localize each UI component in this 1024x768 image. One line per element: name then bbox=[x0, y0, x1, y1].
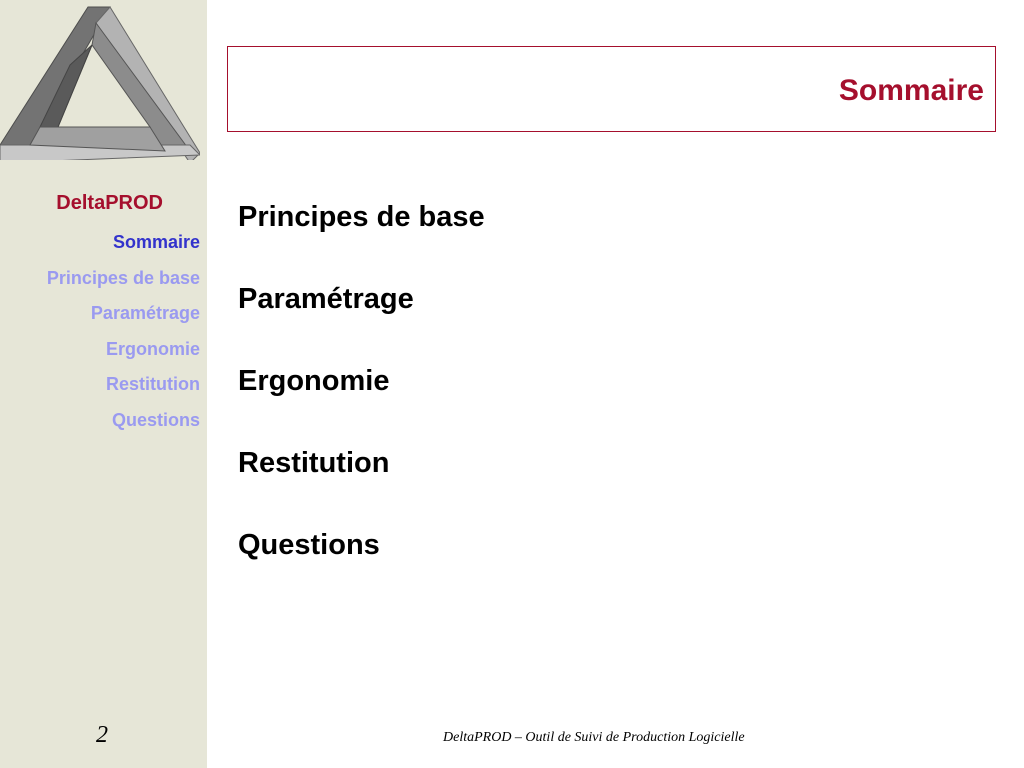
sidebar-item-principes-de-base[interactable]: Principes de base bbox=[46, 267, 200, 288]
page-title: Sommaire bbox=[838, 74, 984, 107]
agenda-item: Restitution bbox=[238, 447, 390, 479]
app-name: DeltaPROD bbox=[56, 192, 163, 214]
sidebar-item-questions[interactable]: Questions bbox=[111, 409, 200, 430]
agenda-item: Questions bbox=[238, 529, 380, 561]
title-box bbox=[227, 46, 996, 132]
footer-text: DeltaPROD – Outil de Suivi de Production Logicielle bbox=[443, 730, 745, 745]
sidebar-item-sommaire[interactable]: Sommaire bbox=[112, 232, 200, 252]
sidebar-item-parametrage[interactable]: Paramétrage bbox=[90, 303, 200, 323]
page-number: 2 bbox=[96, 722, 108, 748]
sidebar-nav bbox=[0, 228, 200, 441]
sidebar bbox=[0, 0, 207, 768]
agenda-item: Ergonomie bbox=[238, 365, 390, 397]
penrose-triangle-icon bbox=[0, 5, 200, 160]
sidebar-item-restitution[interactable]: Restitution bbox=[106, 374, 200, 394]
agenda-item: Principes de base bbox=[238, 201, 485, 233]
agenda-item: Paramétrage bbox=[238, 283, 414, 315]
agenda-list bbox=[238, 197, 485, 607]
sidebar-item-ergonomie[interactable]: Ergonomie bbox=[105, 338, 200, 359]
